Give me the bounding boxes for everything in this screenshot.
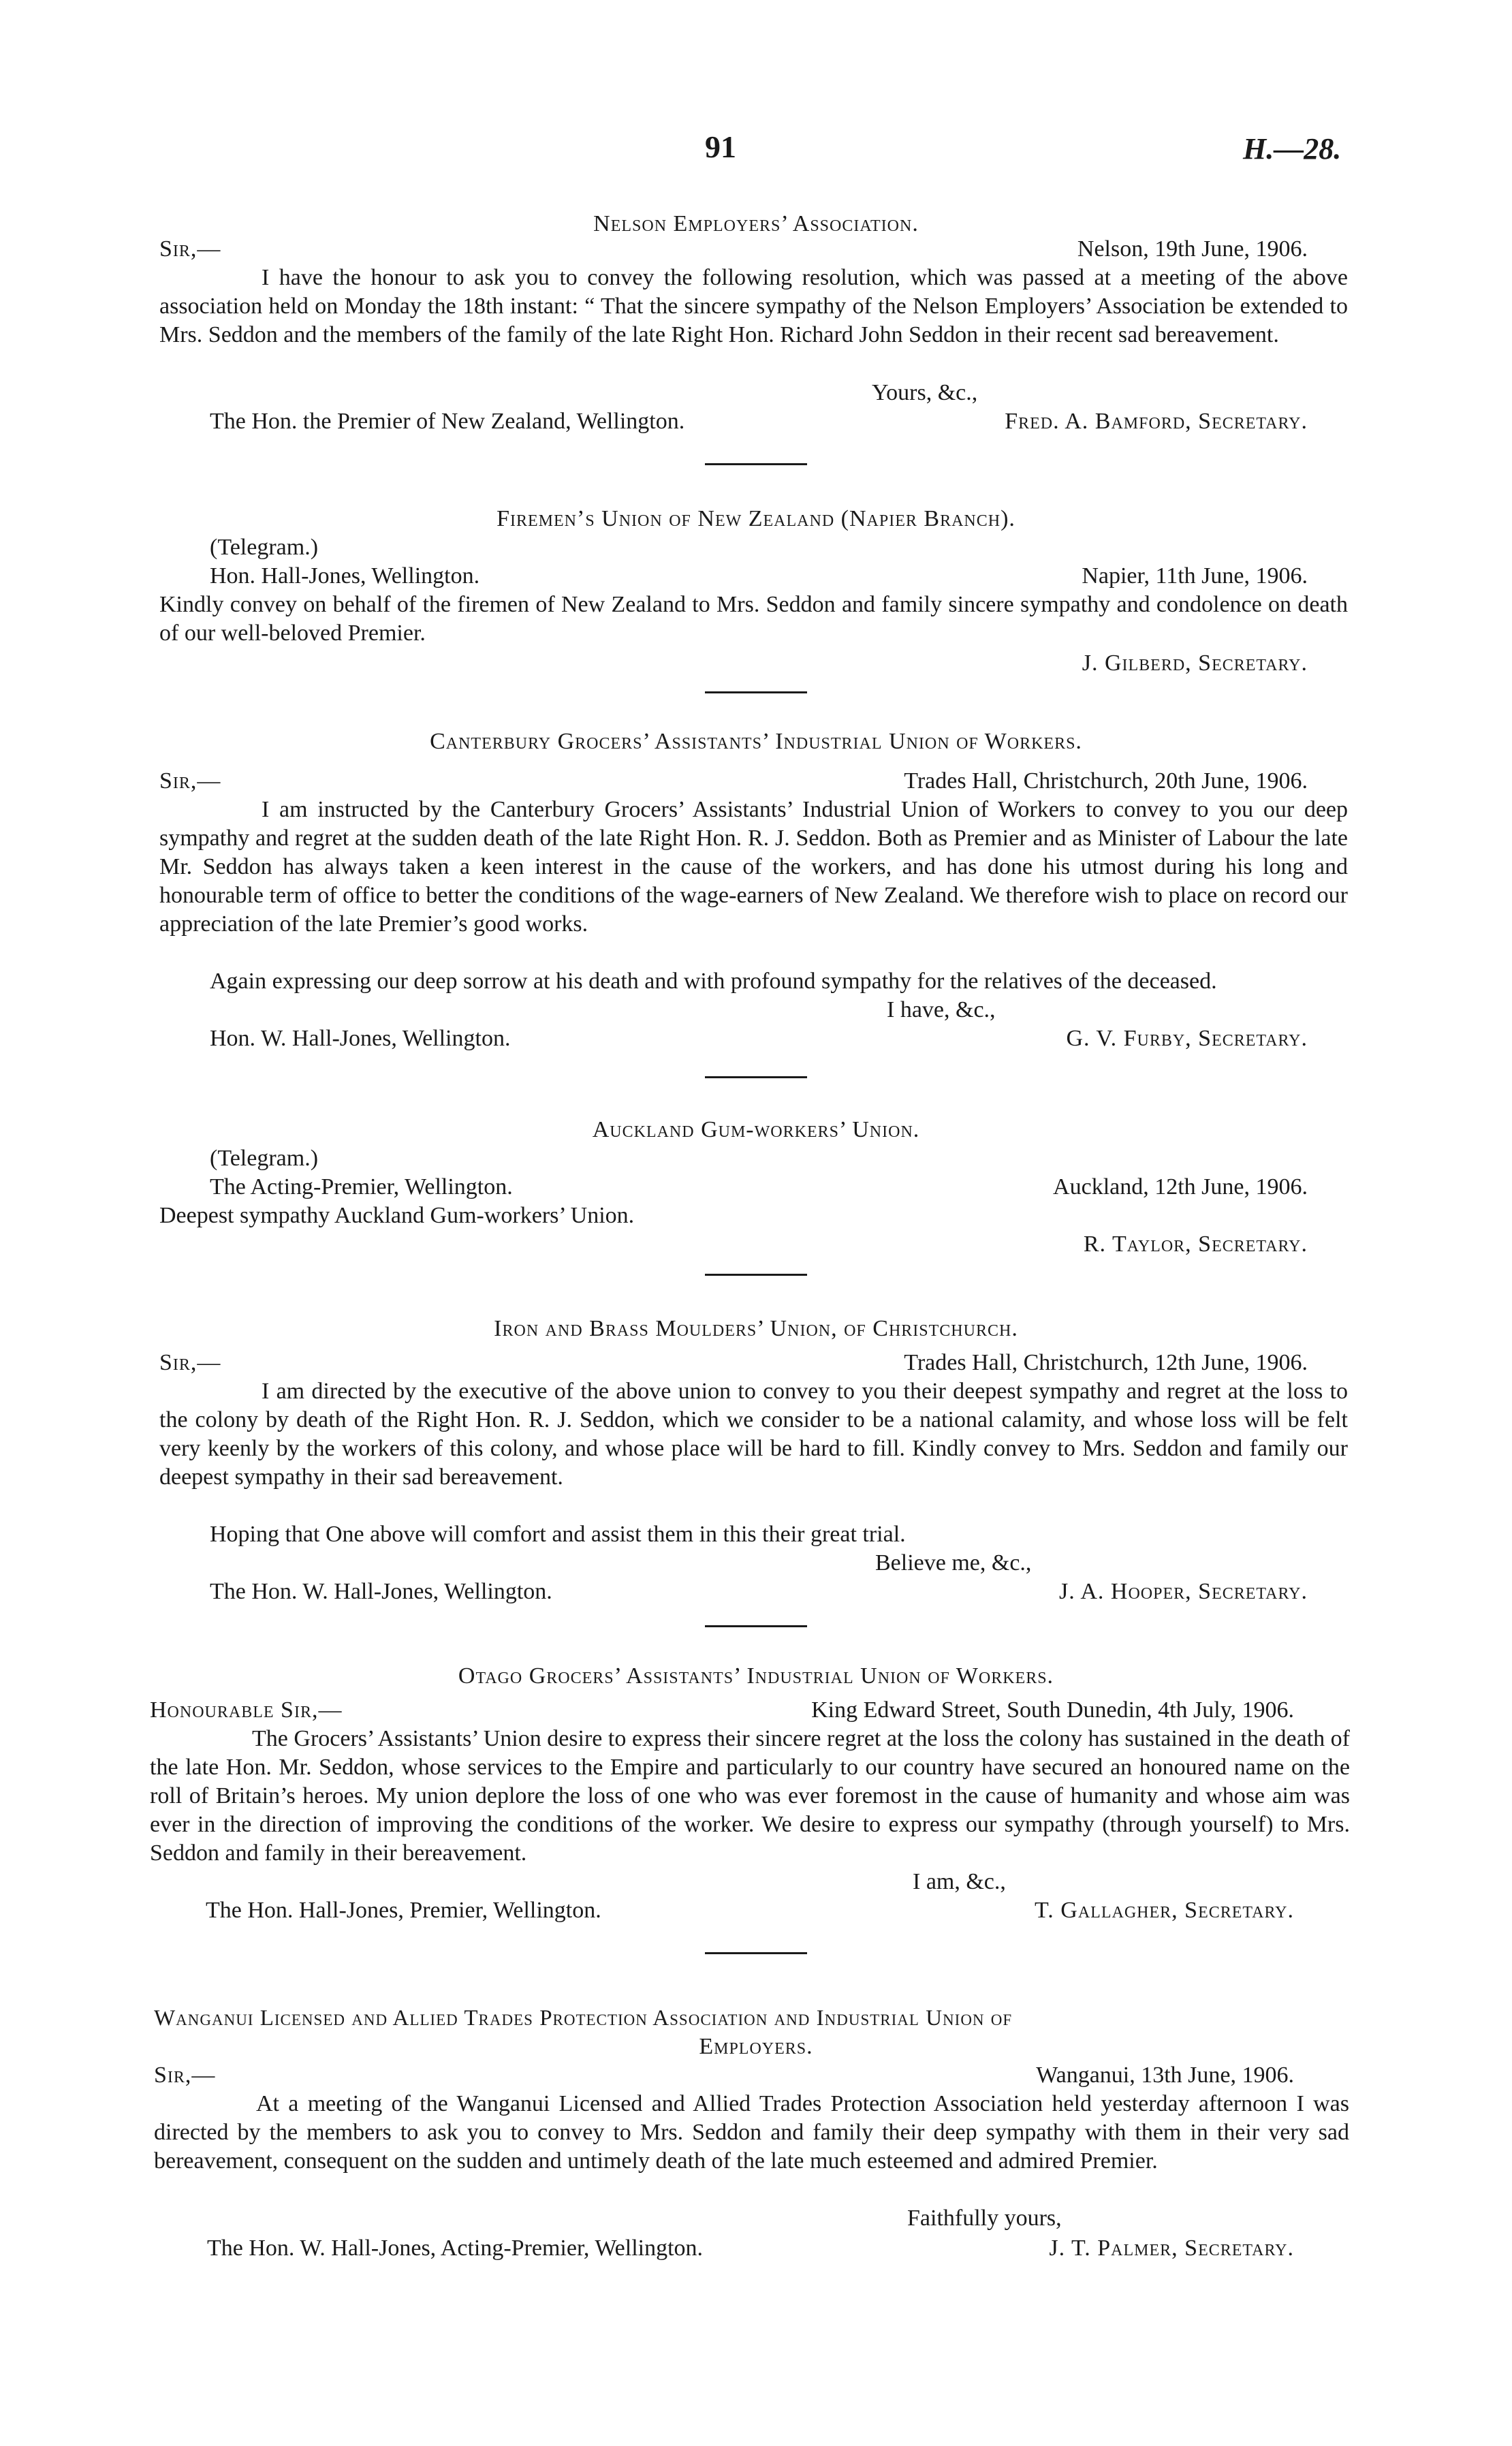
letter-title-continued: Employers. bbox=[699, 2034, 813, 2059]
place-date: Wanganui, 13th June, 1906. bbox=[1036, 2063, 1294, 2088]
place-date: King Edward Street, South Dunedin, 4th July, 1906. bbox=[811, 1697, 1294, 1723]
addressee: The Hon. W. Hall-Jones, Wellington. bbox=[210, 1579, 552, 1604]
salutation: Sir,— bbox=[159, 1350, 221, 1375]
letter-body: The Grocers’ Assistants’ Union desire to express their sincere regret at the loss the colony has sustained in the death of the late Hon. Mr. Seddon, whose services to the Empire and particularly to our country have secured an honoured name on the roll of Britain’s heroes. My union deplore the loss of one who was ever foremost in the cause of humanity and whose aim was ever in the direction of improving the conditions of the worker. We desire to express our sympathy (through yourself) to Mrs. Seddon and family in their bereavement. bbox=[150, 1726, 1350, 1866]
signatory: J. A. Hooper, Secretary. bbox=[1059, 1579, 1308, 1604]
signatory: Fred. A. Bamford, Secretary. bbox=[1005, 409, 1308, 434]
section-divider bbox=[705, 1625, 807, 1627]
section-divider bbox=[705, 1274, 807, 1276]
place-date: Nelson, 19th June, 1906. bbox=[1077, 236, 1308, 262]
closing: Believe me, &c., bbox=[875, 1550, 1032, 1575]
salutation: Sir,— bbox=[159, 768, 221, 794]
letter-title: Nelson Employers’ Association. bbox=[593, 211, 919, 236]
letter-title: Firemen’s Union of New Zealand (Napier Branch). bbox=[497, 506, 1015, 531]
section-divider bbox=[705, 1076, 807, 1078]
salutation: Sir,— bbox=[159, 236, 221, 262]
salutation: Sir,— bbox=[154, 2063, 216, 2088]
signatory: G. V. Furby, Secretary. bbox=[1066, 1026, 1308, 1051]
letter-body-continued: Hoping that One above will comfort and assist them in this their great trial. bbox=[210, 1522, 906, 1547]
place-date: Napier, 11th June, 1906. bbox=[1082, 563, 1308, 589]
section-divider bbox=[705, 463, 807, 465]
closing: I have, &c., bbox=[887, 997, 996, 1022]
signatory: R. Taylor, Secretary. bbox=[1083, 1232, 1308, 1257]
closing: Faithfully yours, bbox=[907, 2206, 1062, 2231]
place-date: Auckland, 12th June, 1906. bbox=[1053, 1174, 1308, 1200]
letter-title: Auckland Gum-workers’ Union. bbox=[592, 1117, 920, 1142]
telegram-note: (Telegram.) bbox=[210, 535, 319, 560]
letter-body: I have the honour to ask you to convey the following resolution, which was passed at a meeting of the above association held on Monday the 18th instant: “ That the sincere sympathy of the Nelson Employers’ Association be extended to Mrs. Seddon and the members of the family of the late Right Hon. Richard John Seddon in their recent sad bereavement. bbox=[159, 265, 1348, 347]
section-divider bbox=[705, 691, 807, 693]
addressee: The Hon. Hall-Jones, Premier, Wellington. bbox=[206, 1898, 601, 1923]
letter-body: Deepest sympathy Auckland Gum-workers’ Union. bbox=[159, 1203, 635, 1228]
letter-body: At a meeting of the Wanganui Licensed and Allied Trades Protection Association held yesterday afternoon I was directed by the members to ask you to convey to Mrs. Seddon and family their deep sympathy with them in their very sad bereavement, consequent on the sudden and untimely death of the late much esteemed and admired Premier. bbox=[154, 2091, 1349, 2174]
letter-title: Wanganui Licensed and Allied Trades Protection Association and Industrial Union of bbox=[154, 2006, 1013, 2031]
addressee: Hon. W. Hall-Jones, Wellington. bbox=[210, 1026, 511, 1051]
closing: I am, &c., bbox=[913, 1869, 1006, 1894]
letter-body: I am instructed by the Canterbury Grocers’ Assistants’ Industrial Union of Workers to convey to you our deep sympathy and regret at the sudden death of the late Right Hon. R. J. Seddon. Both as Premier and as Minister of Labour the late Mr. Seddon has always taken a keen interest in the cause of the workers, and has done his utmost during his long and honourable term of office to better the conditions of the wage-earners of New Zealand. We therefore wish to place on record our appreciation of the late Premier’s good works. bbox=[159, 797, 1348, 937]
letter-title: Iron and Brass Moulders’ Union, of Christchurch. bbox=[494, 1316, 1018, 1341]
place-date: Trades Hall, Christchurch, 12th June, 1906. bbox=[904, 1350, 1308, 1375]
telegram-note: (Telegram.) bbox=[210, 1146, 319, 1171]
letter-title: Otago Grocers’ Assistants’ Industrial Union of Workers. bbox=[458, 1663, 1054, 1689]
letter-title: Canterbury Grocers’ Assistants’ Industrial Union of Workers. bbox=[430, 729, 1082, 754]
salutation: Honourable Sir,— bbox=[150, 1697, 343, 1723]
page-number: 91 bbox=[705, 129, 736, 164]
document-reference: H.—28. bbox=[1243, 132, 1342, 166]
letter-body-continued: Again expressing our deep sorrow at his death and with profound sympathy for the relatives of the deceased. bbox=[210, 969, 1217, 994]
section-divider bbox=[705, 1952, 807, 1954]
place-date: Trades Hall, Christchurch, 20th June, 1906. bbox=[904, 768, 1308, 794]
letter-body: Kindly convey on behalf of the firemen of New Zealand to Mrs. Seddon and family sincere sympathy and condolence on death of our well-beloved Premier. bbox=[159, 592, 1348, 646]
closing: Yours, &c., bbox=[872, 380, 978, 405]
signatory: J. Gilberd, Secretary. bbox=[1082, 650, 1308, 676]
letter-body: I am directed by the executive of the above union to convey to you their deepest sympathy and regret at the loss to the colony by death of the Right Hon. R. J. Seddon, which we consider to be a national calamity, and whose loss will be felt very keenly by the workers of this colony, and whose place will be hard to fill. Kindly convey to Mrs. Seddon and family our deepest sympathy in their sad bereavement. bbox=[159, 1379, 1348, 1490]
addressee: The Hon. W. Hall-Jones, Acting-Premier, Wellington. bbox=[207, 2236, 704, 2261]
signatory: J. T. Palmer, Secretary. bbox=[1049, 2236, 1294, 2261]
addressee: Hon. Hall-Jones, Wellington. bbox=[210, 563, 480, 589]
addressee: The Hon. the Premier of New Zealand, Wellington. bbox=[210, 409, 685, 434]
addressee: The Acting-Premier, Wellington. bbox=[210, 1174, 513, 1200]
signatory: T. Gallagher, Secretary. bbox=[1035, 1898, 1294, 1923]
